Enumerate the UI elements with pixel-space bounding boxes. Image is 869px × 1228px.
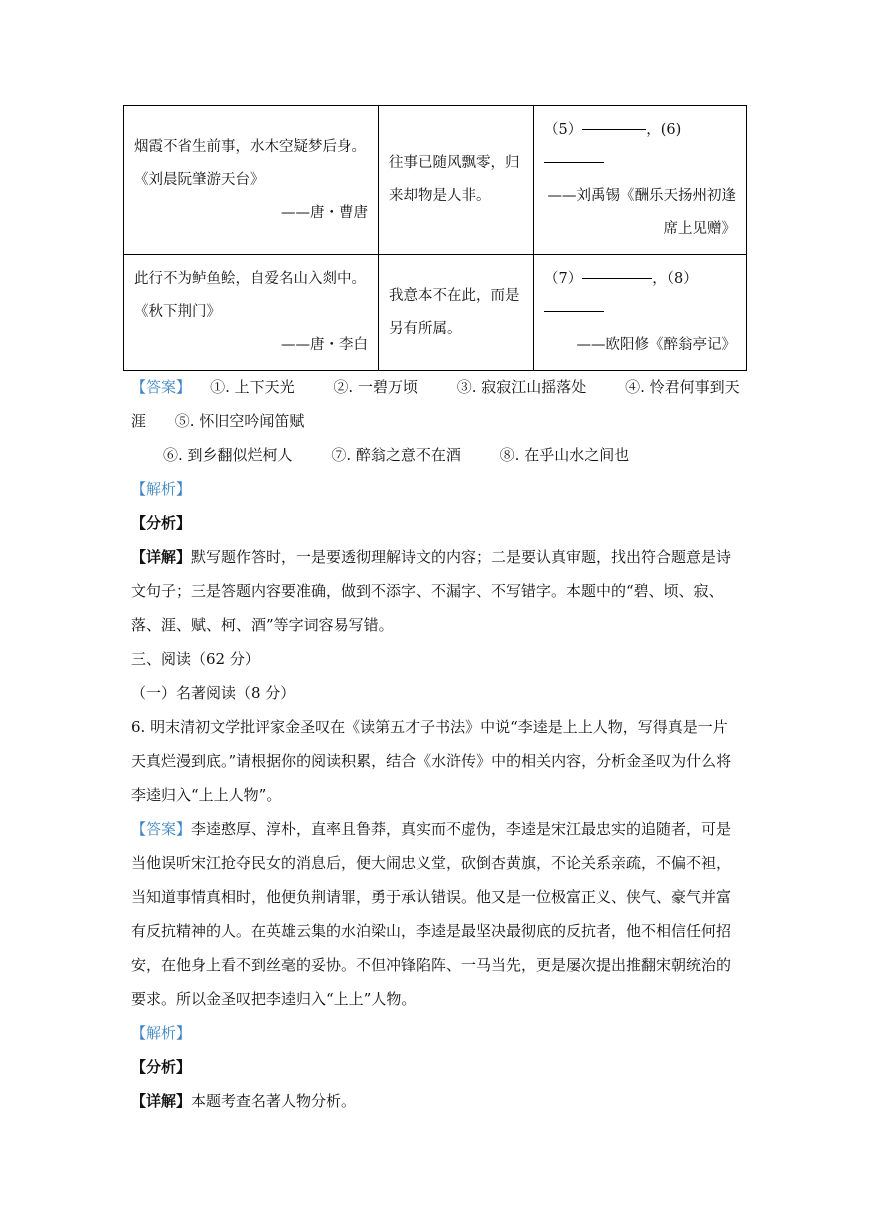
fenxi-heading: 【分析】 (131, 514, 192, 532)
meaning-cell (379, 255, 534, 371)
answer-blank (582, 128, 646, 130)
answer-item: ⑥. 到乡翻似烂柯人 (163, 446, 293, 464)
blank-line (544, 296, 736, 329)
poem-title: 《刘晨阮肇游天台》 (134, 171, 265, 188)
blank-line: （7） ，（8） (544, 271, 698, 287)
analysis-tag: 【解析】 (131, 1024, 192, 1042)
answer-blank (544, 310, 604, 312)
blank-line: （5） ，(6) (544, 114, 736, 180)
meaning-text: 往事已随风飘零，归来却物是人非。 (389, 155, 520, 204)
answer-blank (582, 277, 652, 279)
answer-blank (544, 161, 604, 163)
content (131, 370, 741, 1118)
poem-author: ——唐・曹唐 (281, 204, 368, 221)
meaning-text: 我意本不在此，而是另有所属。 (389, 287, 520, 337)
answer-item: ⑦. 醉翁之意不在酒 (331, 446, 461, 464)
table-row (124, 255, 747, 371)
source-text: ——刘禹锡《酬乐天扬州初逢席上见赠》 (547, 188, 736, 237)
answer-item: ⑧. 在乎山水之间也 (499, 446, 630, 464)
answer-tag: 【答案】 (131, 378, 192, 396)
answer-item: ④. 怜君何事到天涯 (131, 378, 740, 430)
blank-cell (534, 255, 747, 371)
answer-item: ①. 上下天光 (210, 378, 295, 396)
blank-cell (534, 106, 747, 255)
table-row (124, 106, 747, 255)
fenxi-heading: 【分析】 (131, 1058, 192, 1076)
poem-line: 烟霞不省生前事，水木空疑梦后身。 (134, 138, 366, 155)
answer-line (131, 438, 741, 472)
answer-item: ③. 寂寂江山摇落处 (456, 378, 587, 396)
question-6: 6. 明末清初文学批评家金圣叹在《读第五才子书法》中说“李逵是上上人物，写得真是一片天真烂漫到底。”请根据你的阅读积累，结合《水浒传》中的相关内容，分析金圣叹为什么将李逵归入“上上人物”。 (131, 718, 732, 804)
poem-title: 《秋下荆门》 (134, 304, 221, 320)
poem-cell (124, 106, 379, 255)
answer-item: ②. 一碧万顷 (333, 378, 418, 396)
subsection-heading: （一）名著阅读（8 分） (131, 684, 296, 702)
poem-cell (124, 255, 379, 371)
poem-table (123, 105, 747, 371)
poem-line: 此行不为鲈鱼鲙，自爱名山入剡中。 (134, 271, 366, 287)
answer-paragraph: 【答案】李逵憨厚、淳朴，直率且鲁莽，真实而不虚伪，李逵是宋江最忠实的追随者，可是当他误听宋江抢夺民女的消息后，便大闹忠义堂，砍倒杏黄旗，不论关系亲疏，不偏不袒，当知道事情真相时，他便负荆请罪，勇于承认错误。他又是一位极富正义、侠气、豪气并富有反抗精神的人。在英雄云集的水泊梁山，李逵是最坚决最彻底的反抗者，他不相信任何招安，在他身上看不到丝毫的妥协。不但冲锋陷阵、一马当先，更是屡次提出推翻宋朝统治的要求。所以金圣叹把李逵归入“上上”人物。 (131, 820, 732, 1008)
source-text: ——欧阳修《醉翁亭记》 (576, 337, 736, 353)
section-heading: 三、阅读（62 分） (131, 650, 260, 668)
poem-author: ——唐・李白 (281, 337, 368, 353)
detail-paragraph: 【详解】本题考查名著人物分析。 (131, 1092, 357, 1110)
analysis-tag: 【解析】 (131, 480, 192, 498)
detail-paragraph: 【详解】默写题作答时，一是要透彻理解诗文的内容；二是要认真审题，找出符合题意是诗文句子；三是答题内容要准确，做到不添字、不漏字、不写错字。本题中的“碧、顷、寂、落、涯、赋、柯、酒”等字词容易写错。 (131, 548, 732, 634)
answer-line (131, 370, 741, 438)
meaning-cell (379, 106, 534, 255)
answer-item: ⑤. 怀旧空吟闻笛赋 (174, 412, 305, 430)
